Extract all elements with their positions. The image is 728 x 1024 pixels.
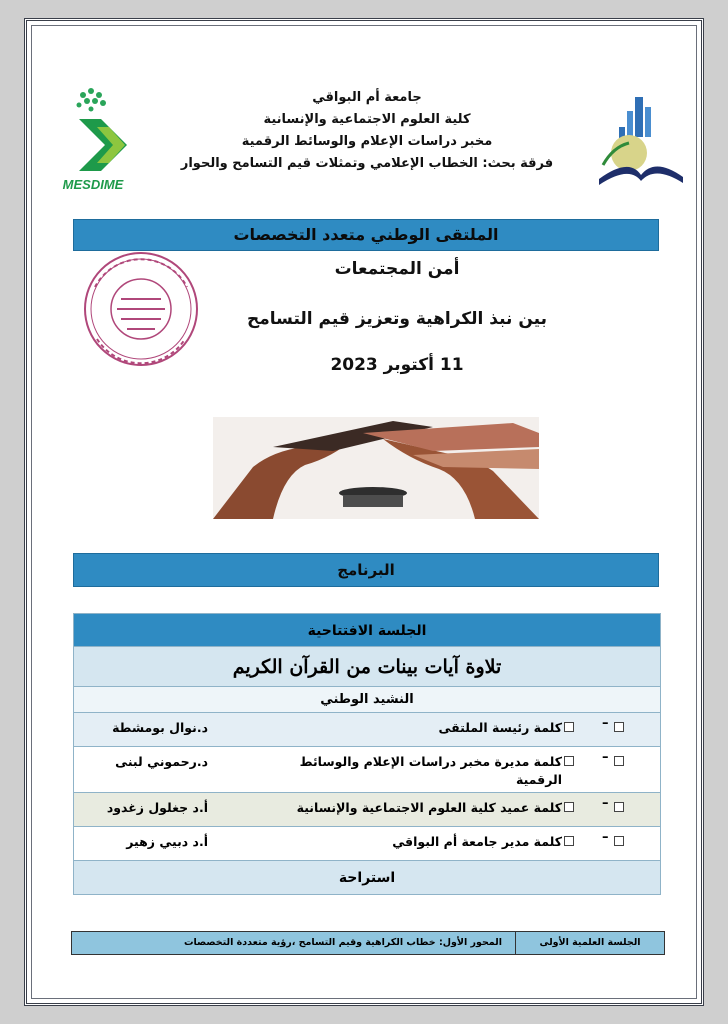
session-label: الجلسة العلمية الأولى <box>515 932 664 954</box>
checkbox-icon[interactable] <box>614 836 624 846</box>
header-block <box>177 87 557 175</box>
university-logo-icon <box>589 87 689 197</box>
speaker-name: أ.د جغلول زغدود <box>106 800 208 815</box>
program-heading: البرنامج <box>73 553 659 587</box>
break-row: استراحة <box>73 861 661 895</box>
table-row <box>73 713 661 747</box>
speech-title: كلمة عميد كلية العلوم الاجتماعية والإنسانية <box>296 800 562 815</box>
table-row <box>73 827 661 861</box>
anthem-row: النشيد الوطني <box>73 687 661 713</box>
speech-title: كلمة مدير جامعة أم البواقي <box>392 834 562 849</box>
faculty-name: كلية العلوم الاجتماعية والإنسانية <box>263 112 471 127</box>
opening-session-row: الجلسة الافتتاحية <box>73 613 661 647</box>
dash-separator: – <box>602 716 609 731</box>
mesdime-logo-icon <box>45 79 141 195</box>
checkbox-icon[interactable] <box>564 836 574 846</box>
speech-title: كلمة رئيسة الملتقى <box>438 720 562 735</box>
forum-subtitle: بين نبذ الكراهية وتعزيز قيم التسامح <box>247 309 547 329</box>
dash-separator: – <box>602 830 609 845</box>
speaker-name: أ.د دبيي زهير <box>126 834 208 849</box>
table-row <box>73 793 661 827</box>
checkbox-icon[interactable] <box>614 756 624 766</box>
forum-title: أمن المجتمعات <box>334 259 460 279</box>
university-name: جامعة أم البواقي <box>312 90 422 105</box>
speaker-name: د.نوال بومشطة <box>112 720 208 735</box>
checkbox-icon[interactable] <box>614 802 624 812</box>
quran-row: تلاوة آيات بينات من القرآن الكريم <box>73 647 661 687</box>
forum-name-band: الملتقى الوطني متعدد التخصصات <box>73 219 659 251</box>
lab-name: مخبر دراسات الإعلام والوسائط الرقمية <box>241 134 493 149</box>
checkbox-icon[interactable] <box>564 756 574 766</box>
program-page <box>24 18 704 1006</box>
checkbox-icon[interactable] <box>564 722 574 732</box>
handshake-illustration-icon <box>213 417 539 519</box>
table-row <box>73 747 661 793</box>
axis-label: المحور الأول: خطاب الكراهية وقيم التسامح ،رؤية متعددة التخصصات <box>183 937 502 948</box>
dash-separator: – <box>602 796 609 811</box>
checkbox-icon[interactable] <box>614 722 624 732</box>
research-team: فرقة بحث: الخطاب الإعلامي وتمثلات قيم التسامح والحوار <box>180 156 554 171</box>
checkbox-icon[interactable] <box>564 802 574 812</box>
mesdime-logo-text: MESDIME <box>62 177 124 192</box>
speaker-name: د.رحموني لبنى <box>115 754 208 769</box>
program-table <box>73 613 661 895</box>
first-session-bar <box>71 931 665 955</box>
forum-date: 11 أكتوبر 2023 <box>330 355 464 375</box>
speech-title: كلمة مديرة مخبر دراسات الإعلام والوسائط الرقمية <box>299 754 562 787</box>
dash-separator: – <box>602 750 609 765</box>
